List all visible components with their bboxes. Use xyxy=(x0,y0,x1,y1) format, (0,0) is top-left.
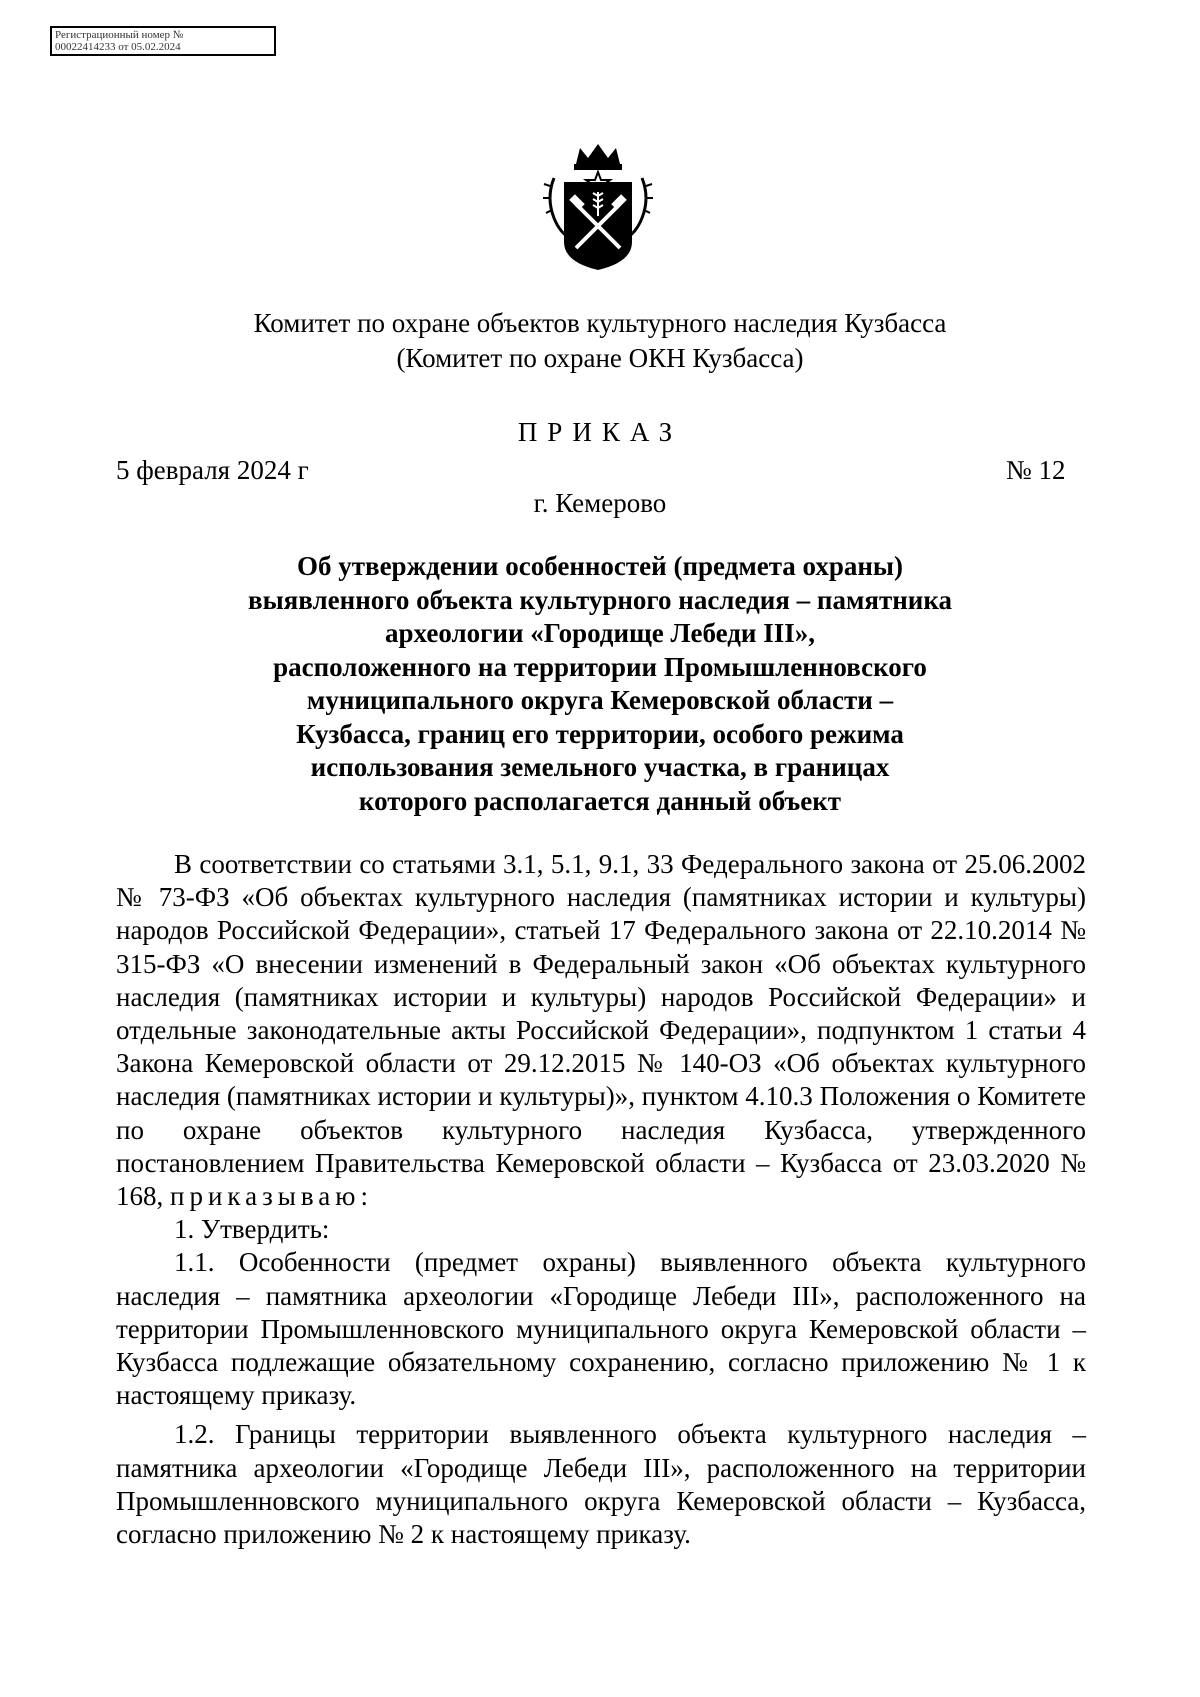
order-word: приказываю: xyxy=(170,1181,373,1212)
subject-line: Кузбасса, границ его территории, особого режима xyxy=(296,718,904,749)
order-date: 5 февраля 2024 г xyxy=(116,455,309,485)
registration-stamp xyxy=(50,26,276,56)
preamble-paragraph xyxy=(116,848,1086,1213)
item-1-2: 1.2. Границы территории выявленного объекта культурного наследия – памятника археологии «Городище Лебеди III», расположенного на территории Промышленновского муниципального округа Кемеровской области – Кузбасса, согласно приложению № 2 к настоящему приказу. xyxy=(116,1419,1086,1550)
subject-line: муниципального округа Кемеровской области – xyxy=(306,685,894,715)
organization-full-name: Комитет по охране объектов культурного наследия Кузбасса xyxy=(253,308,947,338)
registration-value: 00022414233 от 05.02.2024 xyxy=(55,41,181,53)
organization-name xyxy=(0,306,1200,376)
subject-line: использования земельного участка, в границах xyxy=(310,752,890,782)
order-city: г. Кемерово xyxy=(533,488,667,518)
item-1-1: 1.1. Особенности (предмет охраны) выявленного объекта культурного наследия – памятника археологии «Городище Лебеди III», расположенного на территории Промышленновского муниципального округа Кемеровской области – Кузбасса подлежащие обязательному сохранению, согласно приложению № 1 к настоящему приказу. xyxy=(116,1247,1086,1411)
subject-line: археологии «Городище Лебеди III», xyxy=(385,618,815,648)
kuzbass-coat-of-arms-icon xyxy=(540,138,656,274)
preamble-text: В соответствии со статьями 3.1, 5.1, 9.1, 33 Федерального закона от 25.06.2002 № 73-ФЗ «Об объектах культурного наследия (памятниках истории и культуры) народов Российской Федерации», статьей 17 Федерального закона от 22.10.2014 № 315-ФЗ «О внесении изменений в Федеральный закон «Об объектах культурного наследия (памятниках истории и культуры) народов Российской Федерации» и отдельные законодательные акты Российской Федерации», подпунктом 1 статьи 4 Закона Кемеровской области от 29.12.2015 № 140-ОЗ «Об объектах культурного наследия (памятниках истории и культуры)», пунктом 4.10.3 Положения о Комитете по охране объектов культурного наследия Кузбасса, утвержденного постановлением Правительства Кемеровской области – Кузбасса от 23.03.2020 № 168, xyxy=(116,849,1086,1212)
organization-short-name: (Комитет по охране ОКН Кузбасса) xyxy=(396,343,804,373)
document-type-title: ПРИКАЗ xyxy=(517,417,683,447)
subject-line: расположенного на территории Промышленновского xyxy=(273,651,927,682)
item-1: 1. Утвердить: xyxy=(174,1214,330,1245)
registration-label: Регистрационный номер № xyxy=(55,29,184,41)
order-body xyxy=(116,848,1086,1551)
subject-line: выявленного объекта культурного наследия – памятника xyxy=(248,584,952,615)
order-number: № 12 xyxy=(1006,455,1066,485)
subject-line: которого располагается данный объект xyxy=(358,785,842,816)
subject-line: Об утверждении особенностей (предмета охраны) xyxy=(296,551,904,581)
order-subject xyxy=(200,550,1000,818)
